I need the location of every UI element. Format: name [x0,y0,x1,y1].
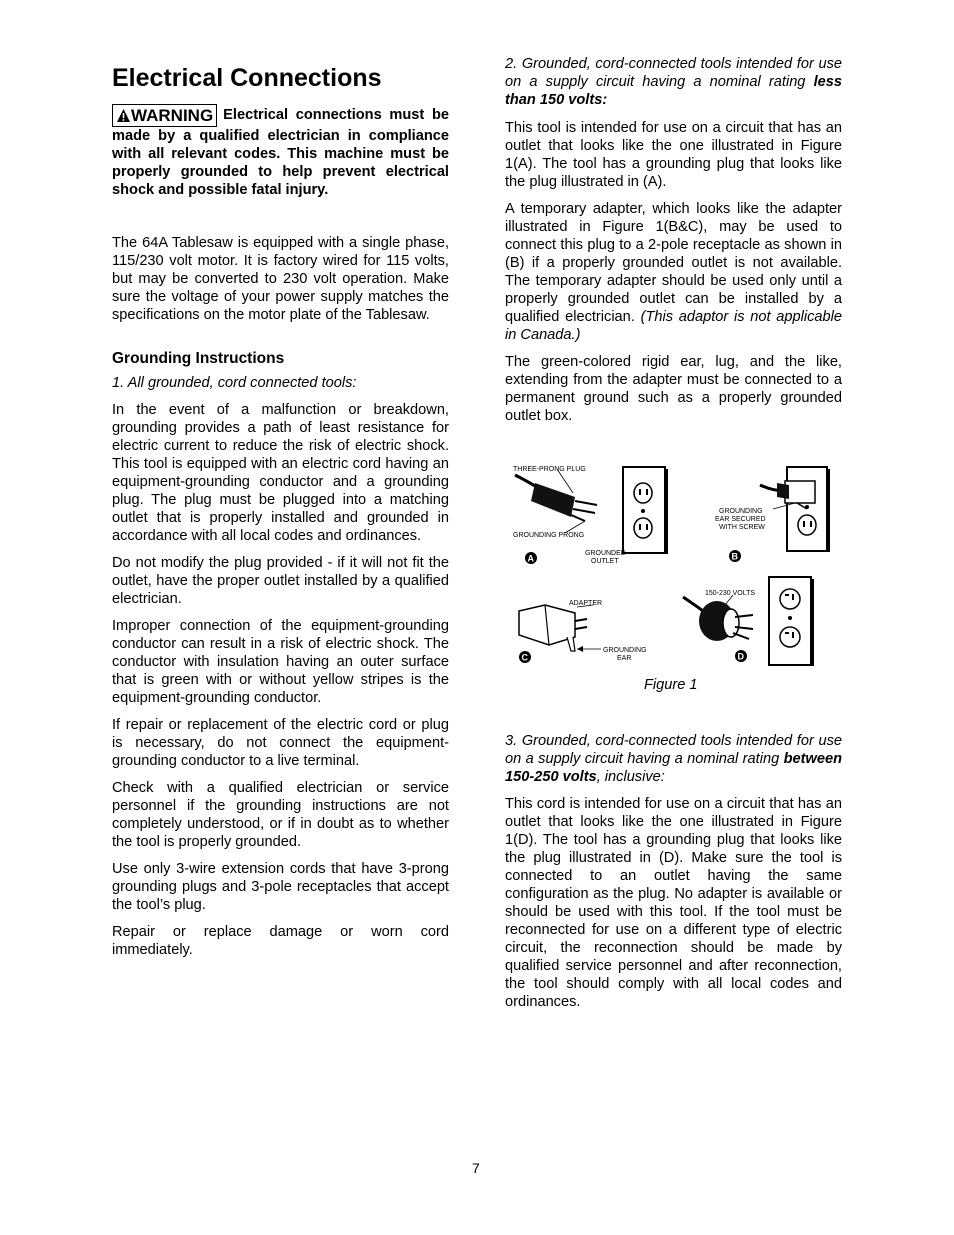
panel-c [519,600,647,663]
adapter-text: A temporary adapter, which looks like the adapter illustrated in Figure 1(B&C), may be used to connect this plug to a 2-pole receptacle as shown in (B) if a properly grounded outlet is not available. The temporary adapter should be used only until a properly grounded outlet can be installed by a qualified electrician. [505,201,842,325]
label-grounding-ear: EAR SECURED [715,516,766,523]
label-grounding-ear: GROUNDING [719,508,763,515]
panel-c-marker: C [521,652,528,663]
label-grounded-outlet: GROUNDED [585,550,626,557]
intro-paragraph: The 64A Tablesaw is equipped with a single phase, 115/230 volt motor. It is factory wired for 115 volts, but may be converted to 230 volt operation. Make sure the voltage of your power supply matches the specifications on the motor plate of the Tablesaw. [112,235,449,323]
panel-d [683,577,813,666]
label-three-prong-plug: THREE-PRONG PLUG [513,466,586,473]
label-grounded-outlet: OUTLET [591,558,619,565]
label-adapter: ADAPTER [569,600,603,607]
panel-a-marker: A [527,553,534,564]
section2-heading-bold: less than 150 volts: [505,74,842,108]
section3-paragraph: This cord is intended for use on a circuit that has an outlet that looks like the one illustrated in Figure 1(D). The tool has a grounding plug that looks like the plug illustrated in (D). Make sure the tool is connected to an outlet having the same configuration as the plug. No adapter is available or should be used with this tool. If the tool must be reconnected for use on a different type of electric circuit, the reconnection should be made by qualified service personnel and after reconnection, the tool should comply with all local codes and ordinances. [505,796,842,1010]
section3-heading [505,732,842,786]
section3-heading-bold: between 150-250 volts [505,751,842,785]
grounding-paragraph: If repair or replacement of the electric cord or plug is necessary, do not connect the equipment-grounding conductor to a live terminal. [112,717,449,769]
warning-text: Electrical connections must be made by a qualified electrician in compliance with all relevant codes. This machine must be properly grounded to help prevent electrical shock and possible fatal injury. [112,107,449,198]
grounding-subheading: 1. All grounded, cord connected tools: [112,375,357,391]
grounding-paragraph: Check with a qualified electrician or service personnel if the grounding instructions are not completely understood, or if in doubt as to whether the tool is properly grounded. [112,780,449,850]
section2-heading [505,55,842,109]
grounding-paragraph: In the event of a malfunction or breakdown, grounding provides a path of least resistance for electric current to reduce the risk of electric shock. This tool is equipped with an electric cord having an equipment-grounding conductor and a grounding plug. The plug must be plugged into a matching outlet that is properly installed and grounded in accordance with all local codes and ordinances. [112,402,449,544]
canada-note: (This adaptor is not applicable in Canada.) [505,309,842,343]
section2-paragraph: The green-colored rigid ear, lug, and the like, extending from the adapter must be connected to a permanent ground such as a properly grounded outlet box. [505,354,842,424]
panel-d-marker: D [737,651,744,662]
section3-heading-italic: 3. Grounded, cord-connected tools intended for use on a supply circuit having a nominal rating [505,733,842,767]
label-grounding-prong: GROUNDING PRONG [513,532,585,539]
label-grounding-ear-c: EAR [617,655,632,662]
warning-paragraph [112,104,449,199]
grounding-paragraph: Do not modify the plug provided - if it will not fit the outlet, have the proper outlet installed by a qualified electrician. [112,555,449,607]
page-title: Electrical Connections [112,64,382,92]
label-volts: 150-230 VOLTS [705,590,756,597]
section2-paragraph: This tool is intended for use on a circuit that has an outlet that looks like the one illustrated in Figure 1(A). The tool has a grounding plug that looks like the plug illustrated in (A). [505,120,842,190]
section2-paragraph [505,200,842,344]
section3-heading-tail: , inclusive: [596,769,665,785]
grounding-body [112,401,449,968]
grounding-paragraph: Use only 3-wire extension cords that have 3-prong grounding plugs and 3-pole receptacles that accept the tool’s plug. [112,861,449,913]
figure-caption: Figure 1 [644,677,698,693]
grounding-paragraph: Improper connection of the equipment-grounding conductor can result in a risk of electric shock. The conductor with insulation having an outer surface that is green with or without yellow stripes is the equipment-grounding conductor. [112,618,449,706]
grounding-heading: Grounding Instructions [112,350,285,367]
panel-a [513,466,667,565]
warning-triangle-icon [116,108,131,123]
page-number: 7 [472,1160,480,1176]
warning-label: WARNING [131,106,214,125]
panel-b [715,467,829,562]
label-grounding-ear: WITH SCREW [719,524,765,531]
panel-b-marker: B [731,551,738,562]
section2-heading-italic: 2. Grounded, cord-connected tools intended for use on a supply circuit having a nominal rating [505,56,842,90]
label-grounding-ear-c: GROUNDING [603,647,647,654]
figure-1-illustration [505,455,842,670]
grounding-paragraph: Repair or replace damage or worn cord immediately. [112,924,449,958]
warning-badge [112,104,217,127]
